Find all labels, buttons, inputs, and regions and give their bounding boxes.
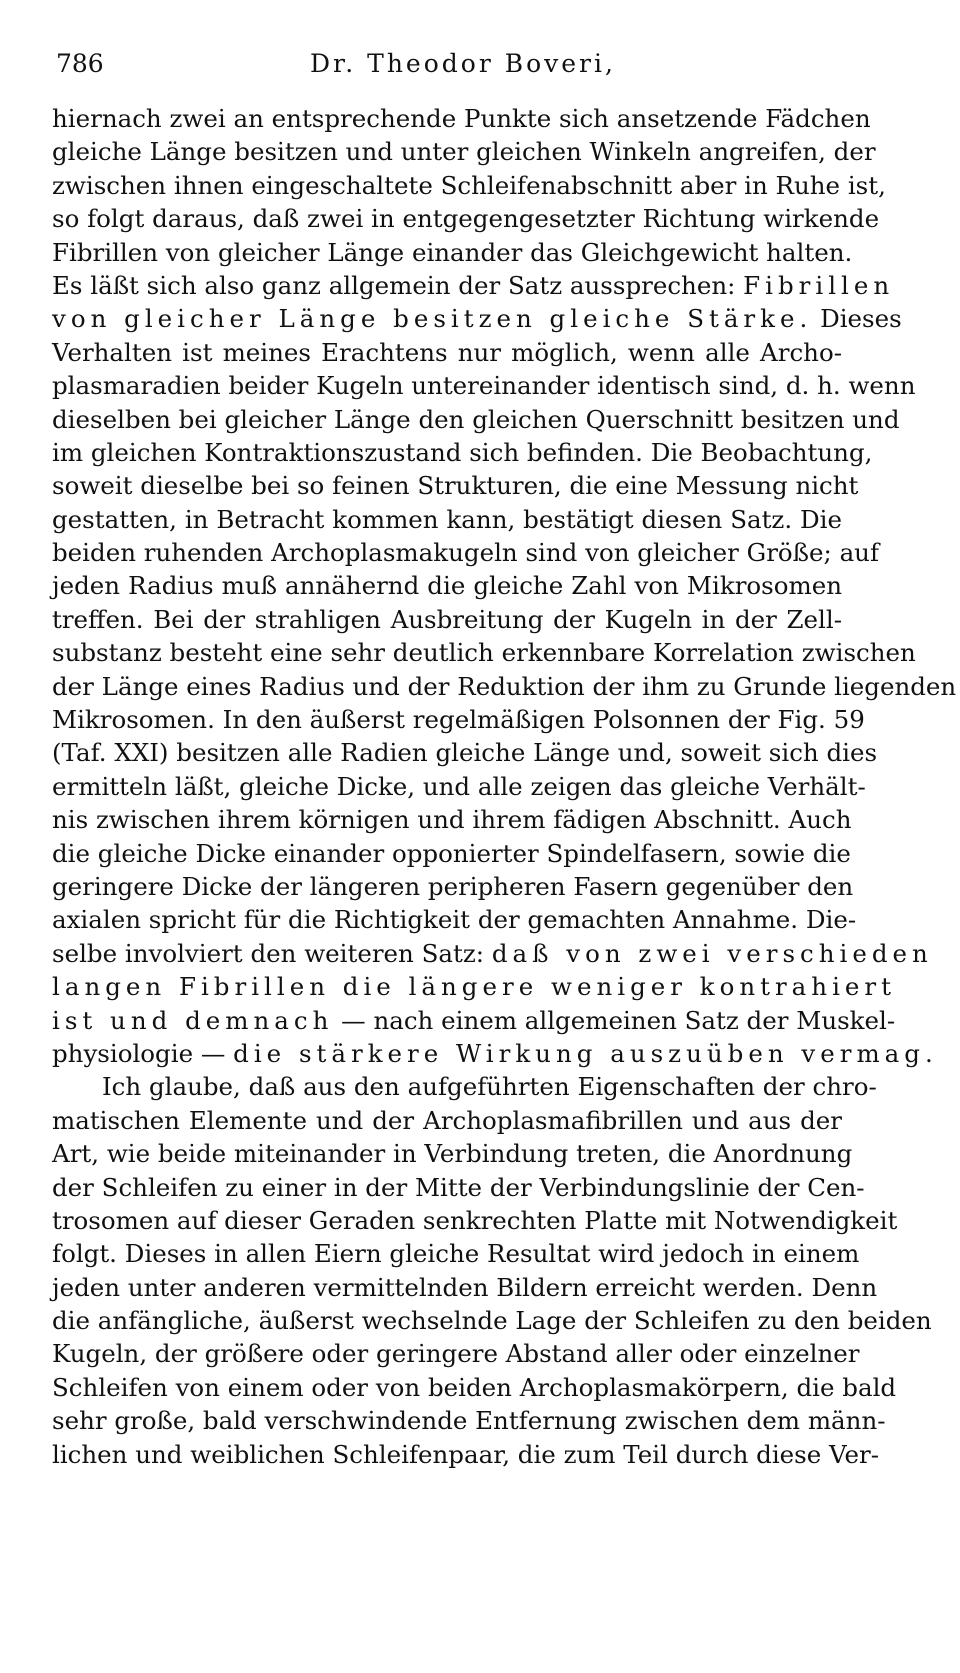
line-text: Mikrosomen. In den äußerst regelmäßigen Polsonnen der Fig. 59	[52, 705, 865, 735]
line-text: folgt. Dieses in allen Eiern gleiche Resultat wird jedoch in einem	[52, 1239, 860, 1269]
text-line	[52, 870, 854, 903]
line-text: Es läßt sich also ganz allgemein der Satz aussprechen:	[52, 270, 744, 300]
line-text: die gleiche Dicke einander opponierter Spindelfasern, sowie die	[52, 838, 851, 868]
text-line	[52, 436, 873, 469]
line-text: matischen Elemente und der Archoplasmafibrillen und aus der	[52, 1105, 842, 1135]
text-line	[52, 670, 957, 703]
line-text: jeden Radius muß annähernd die gleiche Zahl von Mikrosomen	[52, 571, 842, 601]
text-line	[52, 469, 859, 502]
line-text: der Länge eines Radius und der Reduktion der ihm zu Grunde liegenden	[52, 671, 957, 701]
text-line	[52, 403, 900, 436]
line-text: die anfängliche, äußerst wechselnde Lage der Schleifen zu den beiden	[52, 1306, 932, 1336]
text-line	[52, 770, 866, 803]
text-line	[52, 202, 880, 235]
line-text: dieselben bei gleicher Länge den gleichen Querschnitt besitzen und	[52, 404, 900, 434]
emphasized-text: langen Fibrillen die längere weniger kontrahiert	[52, 972, 896, 1002]
line-text: geringere Dicke der längeren peripheren Fasern gegenüber den	[52, 871, 854, 901]
text-line	[52, 803, 852, 836]
line-text: Kugeln, der größere oder geringere Abstand aller oder einzelner	[52, 1339, 860, 1369]
emphasized-text: ist und demnach	[52, 1005, 334, 1035]
text-line	[52, 569, 842, 602]
text-line	[52, 169, 886, 202]
line-text: Art, wie beide miteinander in Verbindung treten, die Anordnung	[52, 1139, 853, 1169]
text-line	[52, 336, 842, 369]
text-line	[52, 1371, 897, 1404]
line-text: trosomen auf dieser Geraden senkrechten Platte mit Notwendigkeit	[52, 1205, 898, 1235]
line-text: physiologie —	[52, 1038, 234, 1068]
text-line	[52, 636, 916, 669]
line-text: — nach einem allgemeinen Satz der Muskel-	[333, 1005, 896, 1035]
line-text: plasmaradien beider Kugeln untereinander identisch sind, d. h. wenn	[52, 371, 916, 401]
text-line	[52, 903, 857, 936]
line-text: so folgt daraus, daß zwei in entgegengesetzter Richtung wirkende	[52, 204, 880, 234]
line-text: gleiche Länge besitzen und unter gleichen Winkeln angreifen, der	[52, 137, 876, 167]
line-text: Ich glaube, daß aus den aufgeführten Eigenschaften der chro-	[102, 1072, 877, 1102]
line-text: sehr große, bald verschwindende Entfernung zwischen dem männ-	[52, 1406, 886, 1436]
line-text: im gleichen Kontraktionszustand sich befinden. Die Beobachtung,	[52, 437, 873, 467]
line-text: nis zwischen ihrem körnigen und ihrem fädigen Abschnitt. Auch	[52, 805, 852, 835]
text-line	[52, 1070, 877, 1103]
text-line	[52, 503, 842, 536]
emphasized-text: die stärkere Wirkung auszuüben vermag.	[233, 1038, 938, 1068]
running-head: Dr. Theodor Boveri,	[310, 49, 616, 78]
text-line	[52, 135, 876, 168]
line-text: der Schleifen zu einer in der Mitte der Verbindungslinie der Cen-	[52, 1172, 865, 1202]
line-text: Fibrillen von gleicher Länge einander das Gleichgewicht halten.	[52, 237, 853, 267]
line-text: lichen und weiblichen Schleifenpaar, die zum Teil durch diese Ver-	[52, 1439, 879, 1469]
text-line	[52, 1204, 898, 1237]
text-line	[52, 1004, 896, 1037]
text-line	[52, 1438, 879, 1471]
text-line	[52, 1404, 886, 1437]
text-line	[52, 937, 933, 970]
line-text: beiden ruhenden Archoplasmakugeln sind von gleicher Größe; auf	[52, 538, 880, 568]
text-line	[52, 102, 871, 135]
text-line	[52, 1137, 853, 1170]
text-line	[52, 236, 853, 269]
line-text: axialen spricht für die Richtigkeit der gemachten Annahme. Die-	[52, 905, 857, 935]
emphasized-text: daß von zwei verschieden	[491, 938, 933, 968]
line-text: Dieses	[812, 304, 902, 334]
body-text	[52, 102, 957, 1471]
text-line	[52, 1304, 932, 1337]
text-line	[52, 1337, 860, 1370]
page-number: 786	[56, 49, 104, 78]
text-line	[52, 1104, 842, 1137]
line-text: (Taf. XXI) besitzen alle Radien gleiche Länge und, soweit sich dies	[52, 738, 878, 768]
line-text: substanz besteht eine sehr deutlich erkennbare Korrelation zwischen	[52, 638, 916, 668]
page-header	[52, 44, 852, 84]
emphasized-text: von gleicher Länge besitzen gleiche Stärke.	[52, 304, 813, 334]
line-text: zwischen ihnen eingeschaltete Schleifenabschnitt aber in Ruhe ist,	[52, 170, 886, 200]
text-line	[52, 1271, 878, 1304]
line-text: treffen. Bei der strahligen Ausbreitung der Kugeln in der Zell-	[52, 604, 842, 634]
text-line	[52, 1171, 865, 1204]
line-text: ermitteln läßt, gleiche Dicke, und alle zeigen das gleiche Verhält-	[52, 771, 866, 801]
text-line	[52, 1037, 938, 1070]
line-text: selbe involviert den weiteren Satz:	[52, 938, 492, 968]
line-text: hiernach zwei an entsprechende Punkte sich ansetzende Fädchen	[52, 104, 871, 133]
text-line	[52, 302, 902, 335]
text-line	[52, 736, 878, 769]
line-text: jeden unter anderen vermittelnden Bildern erreicht werden. Denn	[52, 1272, 878, 1302]
text-line	[52, 269, 895, 302]
text-line	[52, 837, 851, 870]
text-line	[52, 369, 916, 402]
text-line	[52, 970, 896, 1003]
line-text: gestatten, in Betracht kommen kann, bestätigt diesen Satz. Die	[52, 504, 842, 534]
text-line	[52, 603, 842, 636]
line-text: soweit dieselbe bei so feinen Strukturen, die eine Messung nicht	[52, 471, 859, 501]
line-text: Verhalten ist meines Erachtens nur möglich, wenn alle Archo-	[52, 337, 842, 367]
text-line	[52, 536, 880, 569]
line-text: Schleifen von einem oder von beiden Archoplasmakörpern, die bald	[52, 1372, 897, 1402]
text-line	[52, 1237, 860, 1270]
emphasized-text: Fibrillen	[743, 270, 895, 300]
text-line	[52, 703, 865, 736]
